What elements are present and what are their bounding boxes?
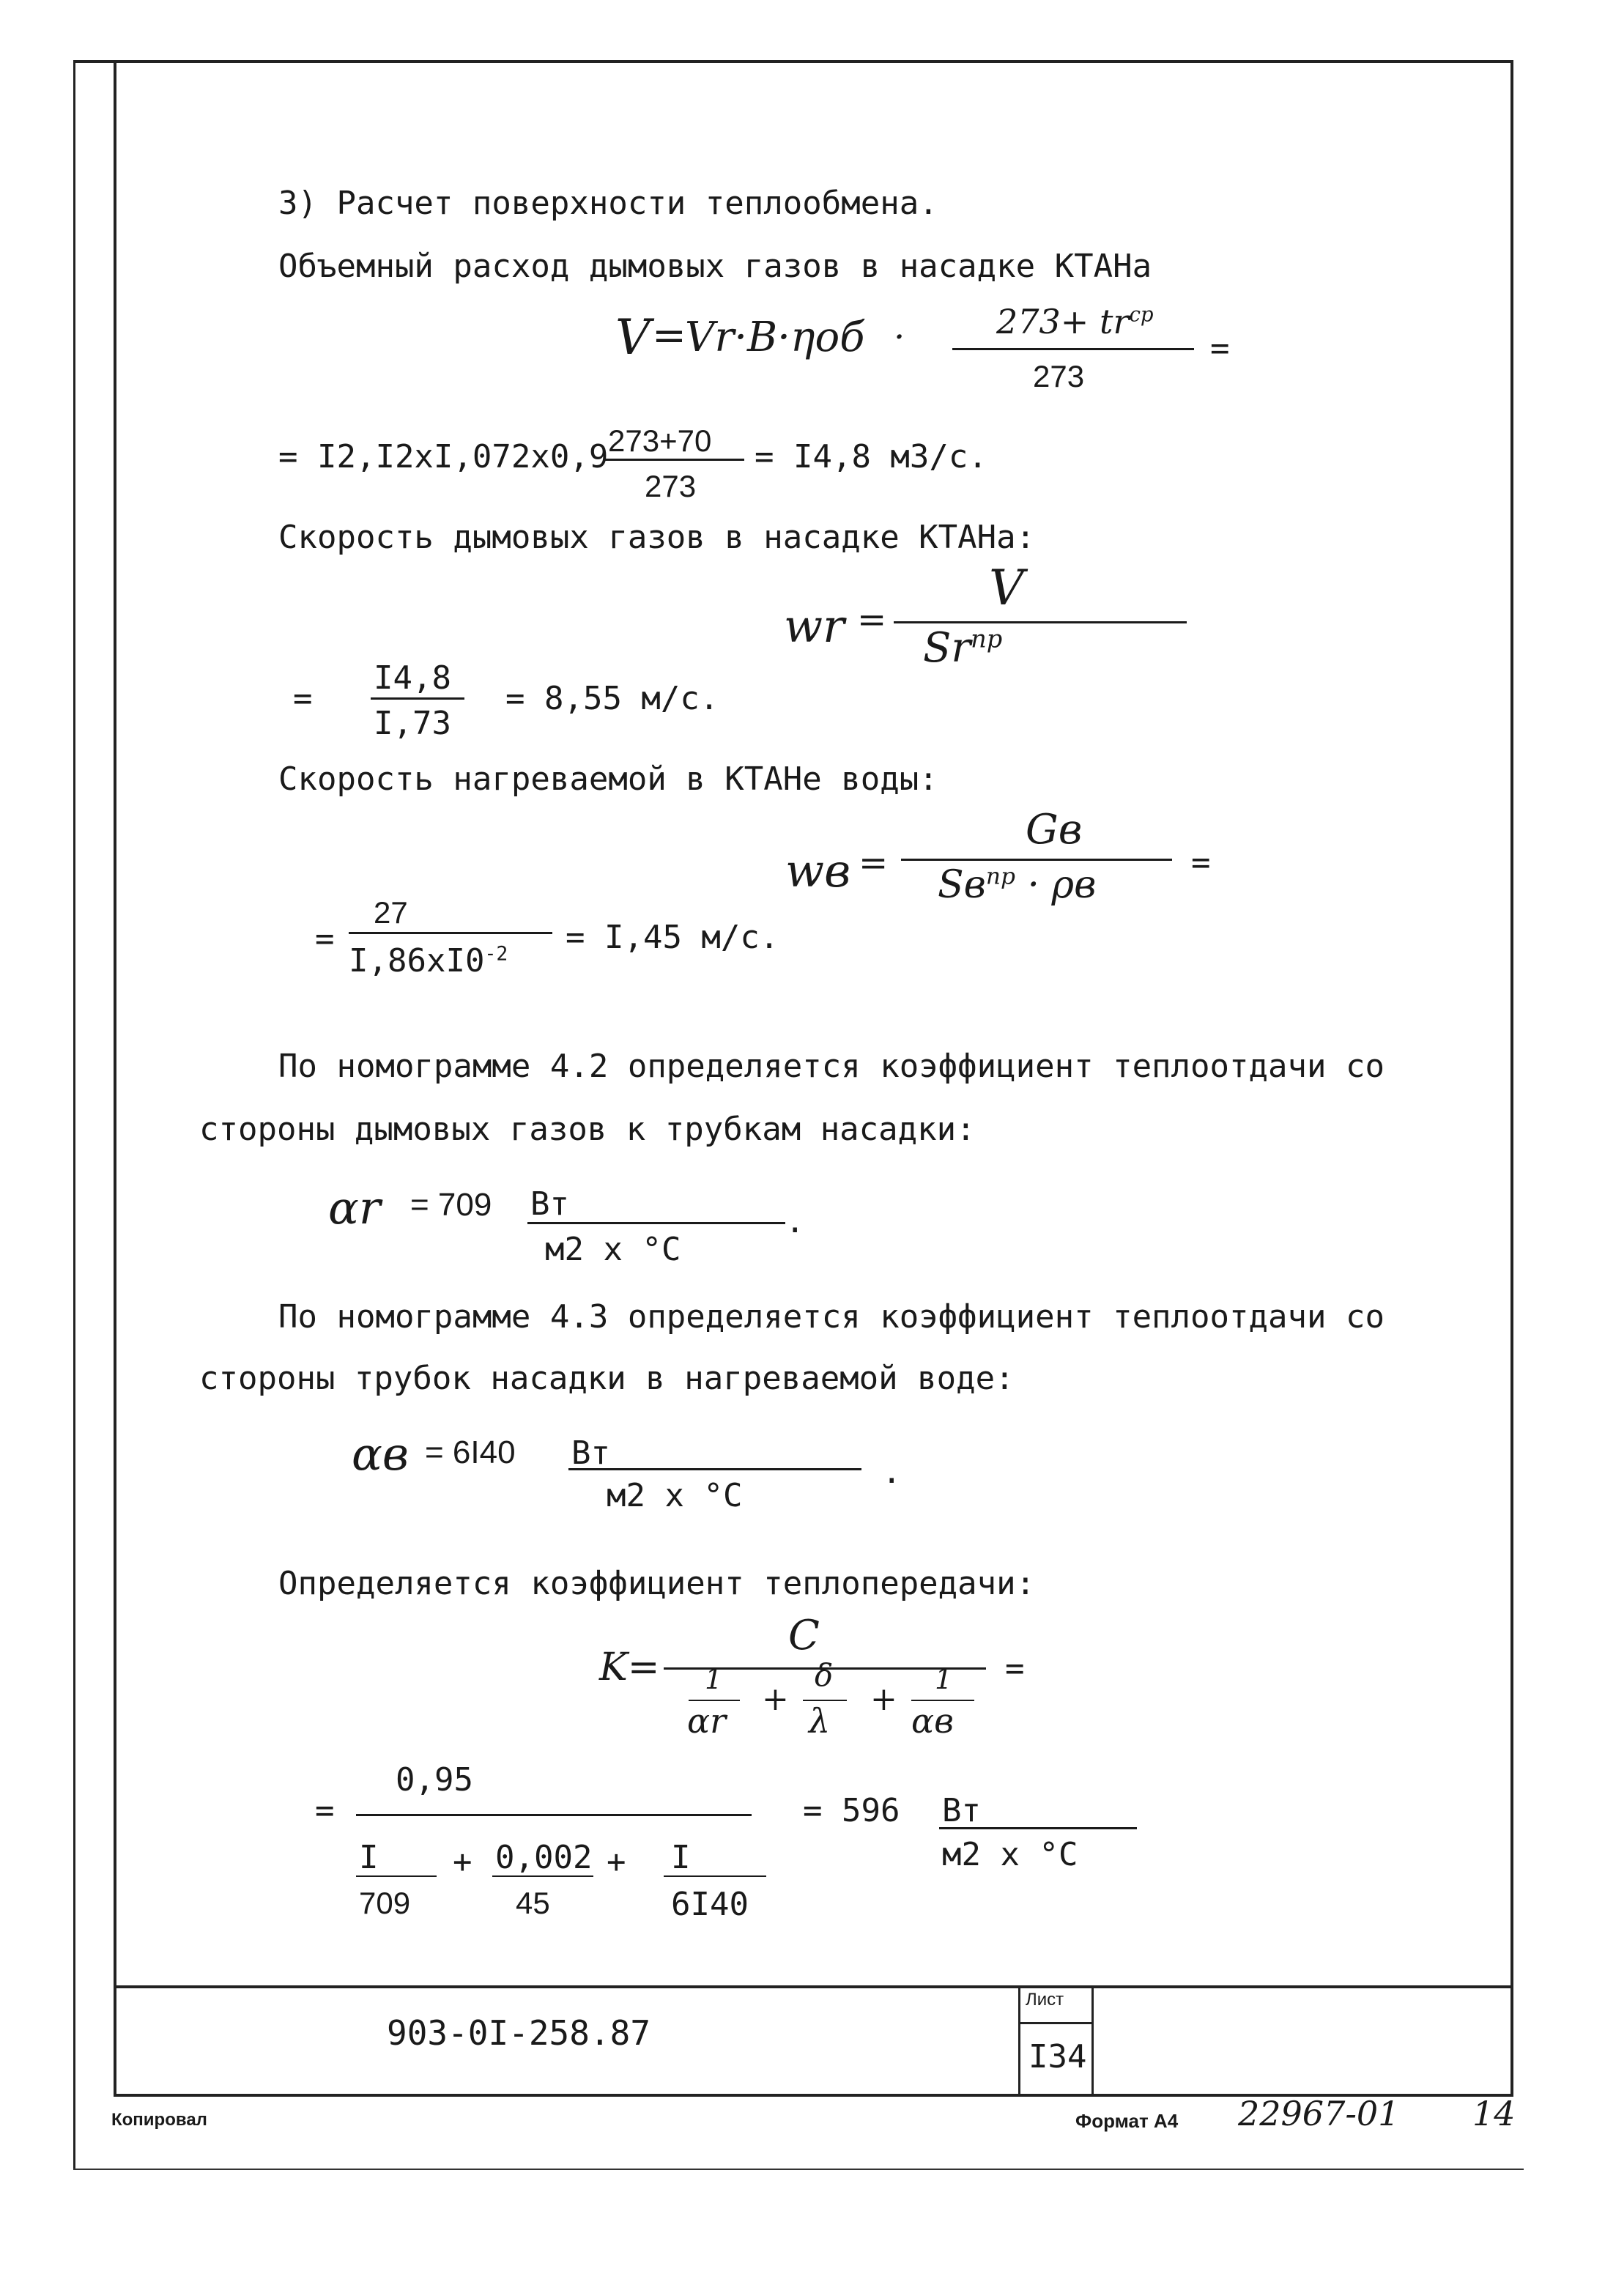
vc-den: 273 xyxy=(645,469,697,503)
kc-c-den: 6I40 xyxy=(671,1886,749,1923)
wsc-result: = I,45 м/с. xyxy=(566,919,779,956)
v-expr: Vr·B·ηоб xyxy=(685,314,865,361)
kc-a-num: I xyxy=(359,1839,379,1876)
ws-den: $Sв^{пр} \cdot \rho в$ xyxy=(938,863,1097,907)
ar-frac-line xyxy=(527,1222,785,1224)
ws-frac-line xyxy=(901,859,1172,861)
gas-speed-intro: Скорость дымовых газов в насадке КТАНа: xyxy=(278,519,1036,556)
kc-b-line xyxy=(492,1875,593,1877)
k-t1-num: 1 xyxy=(705,1663,723,1695)
k-plus2: + xyxy=(870,1681,897,1718)
kc-plus1: + xyxy=(453,1843,472,1881)
gs-eq: = xyxy=(857,599,887,640)
sheet-number: I34 xyxy=(1028,2038,1087,2075)
gsc-frac-line xyxy=(371,697,464,700)
kc-frac-line xyxy=(356,1814,752,1816)
ws-eq: = xyxy=(859,843,889,884)
ar-eq: = 709 xyxy=(410,1187,492,1223)
wsc-prefix: = xyxy=(315,920,335,958)
v-frac-line xyxy=(952,348,1194,350)
section-heading: 3) Расчет поверхности теплообмена. xyxy=(278,185,938,222)
kc-plus2: + xyxy=(607,1843,626,1881)
gs-den: $Sr^{пр}$ xyxy=(923,624,1003,672)
gs-num: V xyxy=(989,560,1024,616)
k-t2-den: λ xyxy=(809,1701,831,1741)
ab-trail: . xyxy=(882,1453,902,1491)
alpha-r-line2: стороны дымовых газов к трубкам насадки: xyxy=(199,1111,976,1148)
water-speed-intro: Скорость нагреваемой в КТАНе воды: xyxy=(278,760,938,798)
footer-page: 14 xyxy=(1472,2094,1516,2133)
stamp-sheet-sep xyxy=(1018,2022,1094,2024)
alpha-b-line2: стороны трубок насадки в нагреваемой воде: xyxy=(199,1360,1015,1397)
kc-b-den: 45 xyxy=(516,1886,550,1920)
alpha-r-line1: По номограмме 4.2 определяется коэффициент теплоотдачи со xyxy=(278,1048,1385,1085)
kc-result: = 596 xyxy=(803,1792,900,1829)
kc-unit-num: Вт xyxy=(942,1792,981,1829)
frame-top xyxy=(73,60,1513,63)
kc-num: 0,95 xyxy=(396,1761,473,1799)
wsc-num: 27 xyxy=(374,895,408,930)
ar-num: Вт xyxy=(530,1185,569,1223)
v-eq: = xyxy=(652,312,686,360)
ar-lhs: αr xyxy=(328,1181,381,1234)
volume-intro: Объемный расход дымовых газов в насадке КТАНа xyxy=(278,248,1152,285)
ar-den: м2 х °С xyxy=(545,1231,681,1268)
k-t1-den: αr xyxy=(687,1701,727,1741)
k-lhs: K= xyxy=(599,1645,660,1689)
footer-copied: Копировал xyxy=(111,2110,207,2130)
k-intro: Определяется коэффициент теплопередачи: xyxy=(278,1565,1036,1602)
v-trail: = xyxy=(1210,330,1230,367)
kc-prefix: = xyxy=(315,1792,335,1829)
kc-a-den: 709 xyxy=(359,1886,411,1920)
footer-inventory: 22967-01 xyxy=(1238,2094,1400,2133)
v-lhs: V xyxy=(615,309,650,366)
ab-frac-line xyxy=(568,1468,861,1470)
ab-eq: = 6I40 xyxy=(425,1434,516,1470)
frame-left-outer xyxy=(73,60,75,2170)
document-code: 903-0I-258.87 xyxy=(387,2013,651,2053)
gsc-result: = 8,55 м/с. xyxy=(505,680,719,717)
vc-result: = I4,8 м3/с. xyxy=(755,438,987,475)
ws-num: Gв xyxy=(1026,806,1083,853)
k-t2-num: δ xyxy=(815,1657,834,1693)
ab-lhs: αв xyxy=(352,1427,409,1481)
kc-a-line xyxy=(356,1875,437,1877)
stamp-top-line xyxy=(114,1985,1513,1988)
k-num: C xyxy=(788,1612,820,1659)
wsc-den: $I,86xI0^{-2}$ xyxy=(349,942,508,979)
ab-den: м2 х °С xyxy=(607,1477,743,1514)
gsc-den: I,73 xyxy=(374,705,451,742)
page-edge-bottom xyxy=(73,2169,1524,2170)
vc-num: 273+70 xyxy=(608,423,712,458)
gsc-prefix: = xyxy=(293,680,313,717)
sheet-label: Лист xyxy=(1026,1990,1064,2010)
k-t3-den: αв xyxy=(911,1701,954,1741)
alpha-b-line1: По номограмме 4.3 определяется коэффициент теплоотдачи со xyxy=(278,1298,1385,1336)
k-t3-num: 1 xyxy=(935,1663,953,1695)
ar-trail: . xyxy=(785,1203,805,1240)
v-num: $273+ tr^{ср}$ xyxy=(996,302,1154,341)
v-dot: · xyxy=(894,316,905,358)
kc-c-num: I xyxy=(671,1839,691,1876)
gsc-num: I4,8 xyxy=(374,659,451,697)
k-plus1: + xyxy=(762,1681,789,1718)
frame-right xyxy=(1511,60,1513,2097)
kc-unit-line xyxy=(939,1827,1137,1829)
kc-c-line xyxy=(664,1875,766,1877)
ws-trail: = xyxy=(1191,844,1211,881)
gs-lhs: wr xyxy=(784,599,845,653)
kc-b-num: 0,002 xyxy=(495,1839,593,1876)
stamp-divider-right xyxy=(1091,1985,1094,2095)
vc-frac-line xyxy=(605,459,744,461)
vc-prefix: = I2,I2xI,072x0,9 xyxy=(278,438,609,475)
wsc-frac-line xyxy=(349,932,552,934)
v-den: 273 xyxy=(1033,359,1085,393)
stamp-divider-left xyxy=(1018,1985,1020,2095)
kc-unit-den: м2 х °С xyxy=(942,1836,1078,1873)
frame-left-inner xyxy=(114,60,116,2097)
ab-num: Вт xyxy=(571,1434,610,1472)
footer-format: Формат А4 xyxy=(1075,2110,1179,2132)
gs-frac-line xyxy=(894,621,1187,623)
k-trail: = xyxy=(1005,1650,1025,1687)
ws-lhs: wв xyxy=(785,844,851,897)
